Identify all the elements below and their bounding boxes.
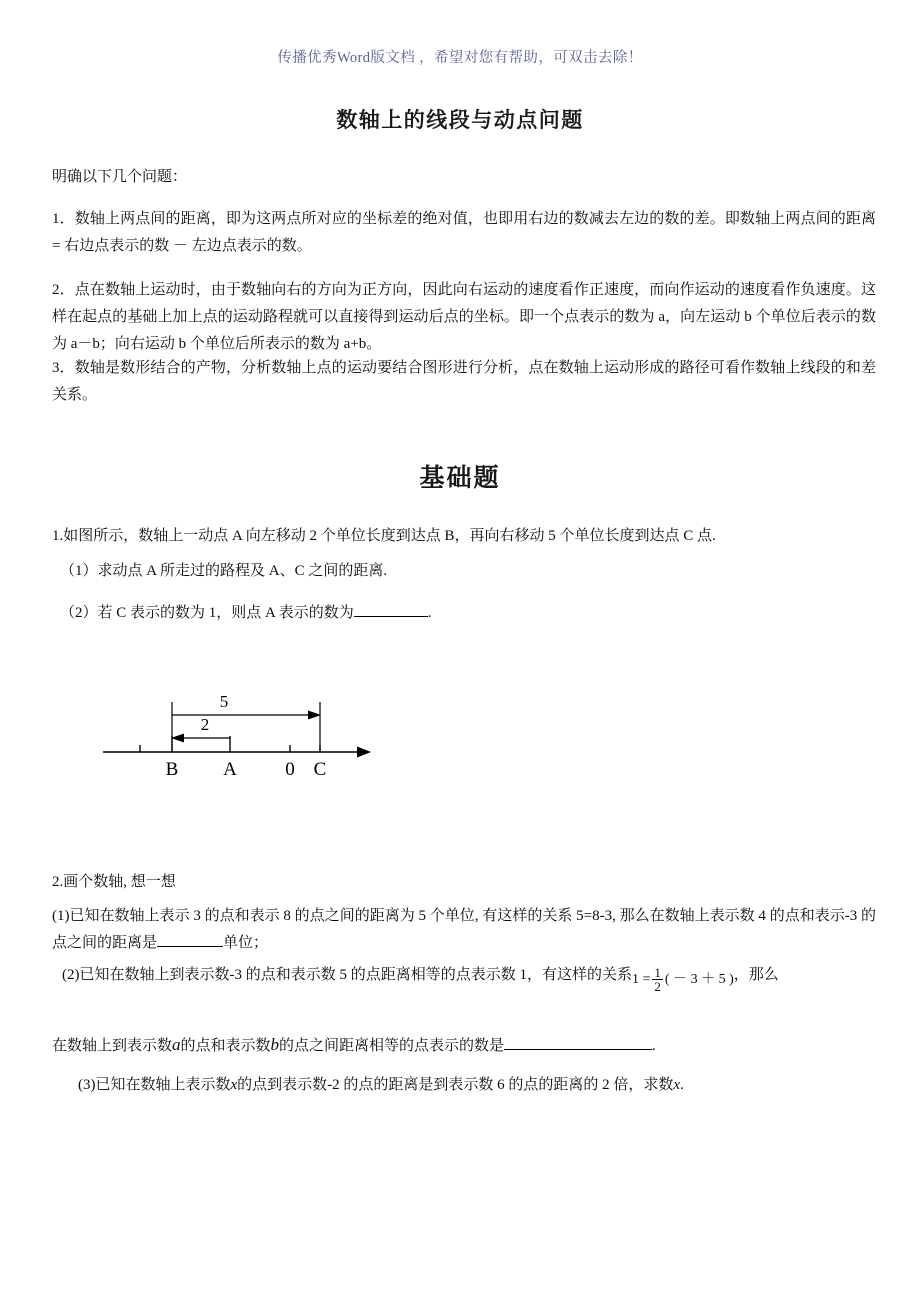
fraction-numerator: 1: [654, 964, 661, 980]
question-1-stem: 1.如图所示，数轴上一动点 A 向左移动 2 个单位长度到达点 B，再向右移动 5 个单位长度到达点 C 点.: [52, 528, 716, 544]
question-1-sub-2-text: （2）若 C 表示的数为 1，则点 A 表示的数为: [60, 605, 354, 621]
formula-midpoint: [632, 966, 734, 996]
question-1-stem-wrap: [52, 523, 876, 550]
point-2: 2．点在数轴上运动时，由于数轴向右的方向为正方向，因此向右运动的速度看作正速度，而向作运动的速度看作负速度。这样在起点的基础上加上点的运动路程就可以直接得到运动后点的坐标。即一个点表示的数为 a，向左运动 b 个单位后表示的数为 a－b；向右运动 b 个单位后所表示的数为 a+b。: [52, 282, 876, 352]
question-2-sub-1-text: (1)已知在数轴上表示 3 的点和表示 8 的点之间的距离为 5 个单位, 有这样的关系 5=8-3, 那么在数轴上表示数 4 的点和表示-3 的点之间的距离是: [52, 908, 876, 951]
question-1-sub-1-wrap: [52, 558, 884, 585]
axis-point-label-zero: 0: [285, 759, 295, 780]
formula-rhs: ( － 3 ＋ 5 ): [664, 972, 734, 988]
q2-sub3-part-b: 的点到表示数-2 的点的距离是到表示数 6 的点的距离的 2 倍，求数: [237, 1077, 674, 1093]
question-2-sub-2-tail: ，那么: [733, 967, 779, 983]
move-arrow-2-head-icon: [171, 734, 184, 743]
axis-point-label-B: B: [165, 759, 179, 780]
question-2-stem: 2.画个数轴, 想一想: [52, 874, 176, 890]
axis-point-label-A: A: [223, 759, 237, 780]
q2-line2-period: .: [652, 1038, 656, 1054]
q2-line2-part-b: 的点和表示数: [180, 1038, 271, 1054]
axis-point-label-C: C: [313, 759, 327, 780]
question-2-sub-2-wrap: [52, 962, 886, 996]
answer-blank-q2-2[interactable]: [504, 1034, 652, 1050]
q2-line2-part-a: 在数轴上到表示数: [52, 1038, 173, 1054]
question-2-sub-3: [78, 1072, 902, 1099]
point-3-wrap: [52, 355, 876, 409]
watermark-text: 传播优秀Word版文档 ，希望对您有帮助，可双击去除！: [277, 50, 643, 66]
question-1-sub-2: [60, 600, 884, 627]
question-2-sub-1-unit: 单位；: [223, 935, 269, 951]
question-2-sub-2-line2: [52, 1031, 876, 1060]
point-3: 3．数轴是数形结合的产物，分析数轴上点的运动要结合图形进行分析，点在数轴上运动形成的路径可看作数轴上线段的和差关系。: [52, 360, 876, 403]
question-1-sub-2-period: .: [427, 605, 432, 621]
page-title: 数轴上的线段与动点问题: [336, 109, 584, 132]
formula-lhs: 1 =: [632, 972, 651, 988]
question-2-sub-2-text: (2)已知在数轴上到表示数-3 的点和表示数 5 的点距离相等的点表示数 1，有这样的关系: [62, 967, 632, 983]
question-2-sub-3-wrap: [52, 1072, 902, 1099]
section-heading-basic: 基础题: [419, 464, 501, 492]
math-variable-x-2: x: [673, 1077, 681, 1093]
number-line-figure: [95, 676, 395, 786]
answer-blank-q2-1[interactable]: [157, 931, 223, 947]
q2-line2-part-c: 的点之间距离相等的点表示的数是: [279, 1038, 505, 1054]
axis-arrowhead-icon: [357, 747, 371, 758]
q2-sub3-part-a: (3)已知在数轴上表示数: [78, 1077, 231, 1093]
question-2-sub-1: [52, 903, 876, 957]
lead-paragraph: 明确以下几个问题：: [52, 169, 188, 185]
number-line-svg: [95, 676, 395, 786]
question-2-sub-1-wrap: [52, 903, 876, 957]
lead-paragraph-wrap: [52, 164, 876, 191]
question-1-sub-1: （1）求动点 A 所走过的路程及 A、C 之间的距离.: [60, 563, 388, 579]
fraction-denominator: 2: [654, 979, 661, 995]
fraction-one-half: [652, 966, 663, 994]
point-1: 1．数轴上两点间的距离，即为这两点所对应的坐标差的绝对值，也即用右边的数减去左边的数的差。即数轴上两点间的距离 = 右边点表示的数 － 左边点表示的数。: [52, 211, 876, 254]
math-variable-a: a: [172, 1035, 181, 1054]
answer-blank-q1-2[interactable]: [354, 601, 428, 617]
question-2-sub-2-line2-wrap: [52, 1031, 876, 1060]
move-arrow-5-head-icon: [308, 711, 321, 720]
move-arrow-2-label: 2: [200, 715, 210, 734]
q2-sub3-period: .: [680, 1077, 684, 1093]
point-2-wrap: [52, 277, 876, 358]
question-2-sub-2: [62, 962, 886, 996]
move-arrow-5-label: 5: [219, 692, 229, 711]
math-variable-x-1: x: [230, 1077, 238, 1093]
question-1-sub-2-wrap: [52, 600, 884, 627]
point-1-wrap: [52, 206, 876, 260]
math-variable-b: b: [270, 1035, 280, 1054]
question-2-stem-wrap: [52, 869, 876, 896]
